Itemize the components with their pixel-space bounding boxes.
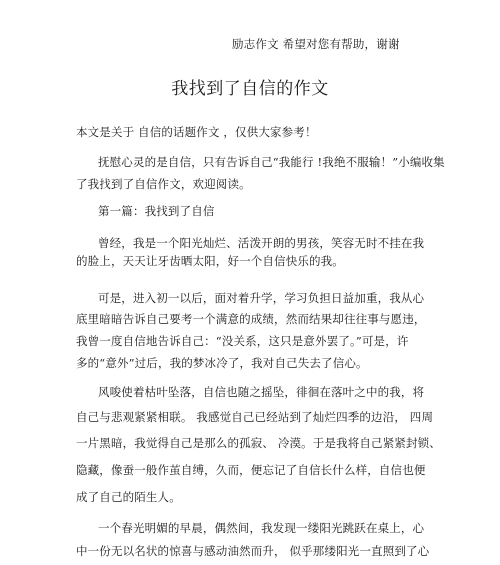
section-heading: 第一篇：我找到了自信 [98,204,215,218]
lead-line: 了我找到了自信作文，欢迎阅读。 [76,177,251,191]
paragraph-line: 多的“意外”过后，我的梦冰冷了，我对自己失去了信心。 [76,356,368,370]
paragraph-line: 一片黑暗，我觉得自己是那么的孤寂、 冷漠。于是我将自己紧紧封锁、 [76,436,441,450]
header-note: 励志作文 希望对您有帮助，谢谢 [232,37,400,51]
paragraph-line: 可是，进入初一以后，面对着升学，学习负担日益加重，我从心 [98,291,425,305]
paragraph-line: 风唆使着枯叶坠落，自信也随之摇坠，徘徊在落叶之中的我，将 [98,385,425,399]
paragraph-line: 底里暗暗告诉自己要考一个满意的成绩，然而结果却往往事与愿违， [76,312,426,326]
paragraph-line: 一个春光明媚的早晨，偶然间，我发现一缕阳光跳跃在桌上，心 [98,521,425,535]
paragraph-line: 曾经，我是一个阳光灿烂、活泼开朗的男孩，笑容无时不挂在我 [98,236,425,250]
paragraph-line: 自己与悲观紧紧相联。 我感觉自己已经站到了灿烂四季的边沿， 四周 [76,410,434,424]
paragraph-line: 隐藏，像蚕一般作茧自缚，久而，便忘记了自信长什么样，自信也便 [76,463,426,477]
lead-line: 抚慰心灵的是自信，只有告诉自己“我能行 !我绝不服输！”小编收集 [98,155,445,169]
intro-line: 本文是关于 自信的话题作文 ，仅供大家参考！ [76,125,317,139]
paragraph-line: 成了自己的陌生人。 [76,490,181,504]
paragraph-line: 的脸上，天天让牙齿晒太阳，好一个自信快乐的我。 [76,254,344,268]
document-title: 我找到了自信的作文 [171,79,329,99]
paragraph-line: 中一份无以名状的惊喜与感动油然而升， 似乎那缕阳光一直照到了心 [76,544,430,558]
paragraph-line: 我曾一度自信地告诉自己：“没关系，这只是意外罢了。”可是，许 [76,334,409,348]
